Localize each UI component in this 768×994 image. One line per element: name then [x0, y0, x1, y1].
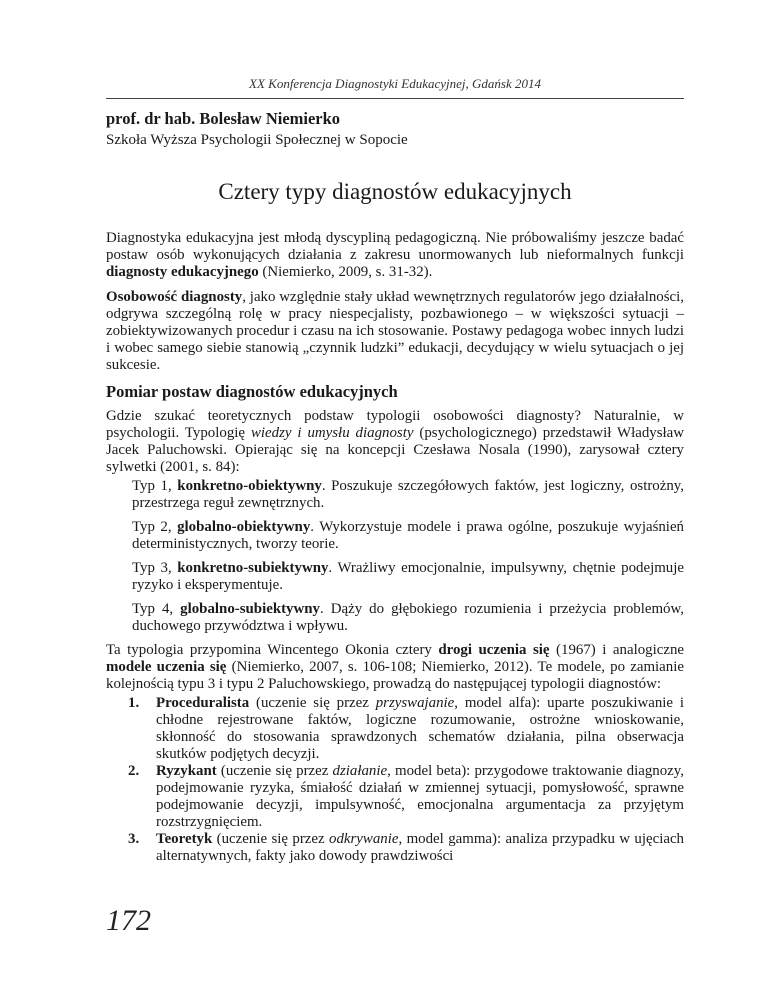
text-span: globalno-obiektywny	[177, 519, 311, 535]
type-item	[132, 601, 684, 635]
text-span: Gdzie szukać teoretycznych podstaw typologii osobowości diagnosty? Naturalnie, w psychologii. Typologię	[106, 408, 684, 441]
text-span: drogi uczenia się	[438, 642, 550, 658]
text-span: Typ 1,	[132, 478, 178, 494]
list-item	[106, 695, 684, 763]
text-span: Typ 2,	[132, 519, 178, 535]
text-span: modele uczenia się	[106, 659, 227, 675]
text-span: . Wykorzystuje modele i prawa ogólne, poszukuje wyjaśnień deterministycznych, tworzy teorie.	[132, 519, 684, 552]
text-span: , model beta): przygodowe traktowanie diagnozy, podejmowanie ryzyka, śmiałość działań w zmiennej sytuacji, pomysłowość, sprawne podejmowanie decyzji, impulsywność, emocjonalna argumentacja za przyjętym rozstrzygnięciem.	[156, 763, 684, 830]
page-number: 172	[106, 904, 151, 937]
text-span: konkretno-obiektywny	[177, 478, 322, 494]
type-item	[132, 519, 684, 553]
header-rule	[106, 98, 684, 99]
section-paragraph-1	[106, 408, 684, 476]
text-span: , jako względnie stały układ wewnętrznych regulatorów jego działalności, odgrywa szczególną rolę w pracy niespecjalisty, pozbawionego – w większości sytuacji – zobiektywizowanych procedur i czasu na ich stosowanie. Postawy pedagoga wobec innych ludzi i wobec samego siebie stanowią „czynnik ludzki” edukacji, decydujący w wielu sytuacjach o jej sukcesie.	[106, 289, 684, 373]
text-span: (1967) i analogiczne	[549, 642, 685, 658]
text-span: . Wrażliwy emocjonalnie, impulsywny, chętnie podejmuje ryzyko i eksperymentuje.	[132, 560, 684, 593]
intro-paragraph-2	[106, 289, 684, 374]
text-span: wiedzy i umysłu diagnosty	[250, 425, 414, 441]
text-span: (psychologicznego) przedstawił Władysław Jacek Paluchowski. Opierając się na koncepcji Czesława Nosala (1990), zarysował cztery sylwetki (2001, s. 84):	[106, 425, 685, 475]
section-heading: Pomiar postaw diagnostów edukacyjnych	[106, 382, 398, 401]
text-span: Typ 4,	[132, 601, 181, 617]
text-span: Ryzykant	[156, 763, 217, 779]
diagnostician-list	[106, 695, 684, 865]
text-span: Teoretyk	[156, 831, 213, 847]
list-number: 1.	[128, 695, 140, 711]
text-span: Typ 3,	[132, 560, 178, 576]
text-span: Proceduralista	[156, 695, 250, 711]
article-body	[106, 230, 684, 865]
text-span: (uczenie się przez	[212, 831, 329, 847]
running-header: XX Konferencja Diagnostyki Edukacyjnej, Gdańsk 2014	[249, 76, 541, 91]
list-number: 2.	[128, 763, 140, 779]
list-item	[106, 831, 684, 865]
text-span: . Dąży do głębokiego rozumienia i przeżycia problemów, duchowego przywództwa i wpływu.	[132, 601, 684, 634]
text-span: . Poszukuje szczegółowych faktów, jest logiczny, ostrożny, przestrzega reguł zewnętrznych.	[132, 478, 685, 511]
text-span: (Niemierko, 2007, s. 106-108; Niemierko, 2012). Te modele, po zamianie kolejnością typu 3 i typu 2 Paluchowskiego, prowadzą do następującej typologii diagnostów:	[106, 659, 684, 692]
author-affiliation: Szkoła Wyższa Psychologii Społecznej w Sopocie	[106, 132, 408, 148]
text-span: (uczenie się przez	[249, 695, 376, 711]
type-list	[132, 478, 684, 635]
typology-paragraph	[106, 642, 684, 693]
text-span: przyswajanie	[375, 695, 455, 711]
list-item	[106, 763, 684, 831]
text-span: Osobowość diagnosty	[106, 289, 243, 305]
text-span: działanie	[332, 763, 388, 779]
list-number: 3.	[128, 831, 140, 847]
author-name: prof. dr hab. Bolesław Niemierko	[106, 109, 341, 128]
text-span: globalno-subiektywny	[180, 601, 320, 617]
text-span: Ta typologia przypomina Wincentego Okonia cztery	[106, 642, 439, 658]
text-span: Diagnostyka edukacyjna jest młodą dyscypliną pedagogiczną. Nie próbowaliśmy jeszcze badać postaw osób wykonujących działania z zakresu unormowanych lub nieformalnych funkcji	[106, 230, 684, 263]
text-span: (Niemierko, 2009, s. 31-32).	[258, 264, 433, 280]
text-span: diagnosty edukacyjnego	[106, 264, 259, 280]
text-span: , model alfa): uparte poszukiwanie i chłodne rejestrowane faktów, logiczne rozumowanie, ostrożne wnioskowanie, skłonność do stosowania sprawdzonych schematów działania, pilna obserwacja skutków podjętych decyzji.	[156, 695, 684, 762]
type-item	[132, 478, 684, 512]
text-span: (uczenie się przez	[216, 763, 333, 779]
intro-paragraph-1	[106, 230, 684, 281]
type-item	[132, 560, 684, 594]
article-title: Cztery typy diagnostów edukacyjnych	[218, 179, 572, 204]
text-span: , model gamma): analiza przypadku w ujęciach alternatywnych, fakty jako dowody prawdziwości	[156, 831, 685, 864]
text-span: konkretno-subiektywny	[177, 560, 329, 576]
text-span: odkrywanie	[329, 831, 399, 847]
